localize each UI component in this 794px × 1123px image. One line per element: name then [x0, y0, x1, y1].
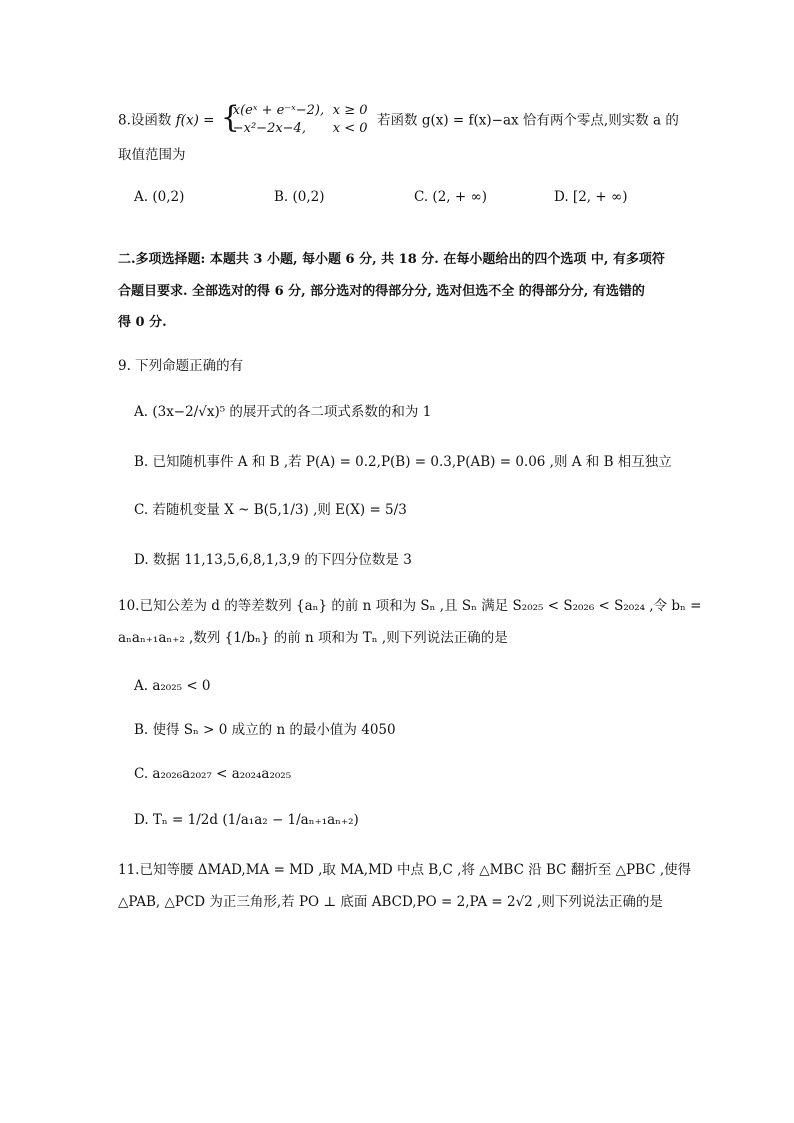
q8-piecewise — [220, 100, 371, 138]
q9-option-b: B. 已知随机事件 A 和 B ,若 P(A) = 0.2,P(B) = 0.3,P(AB) = 0.06 ,则 A 和 B 相互独立 — [134, 454, 672, 470]
left-brace-icon: { — [220, 100, 240, 135]
q8-line2: 取值范围为 — [118, 147, 186, 163]
q10-option-c: C. a₂₀₂₆a₂₀₂₇ < a₂₀₂₄a₂₀₂₅ — [134, 766, 292, 782]
question-8-line1 — [118, 100, 679, 138]
q8-option-c: C. (2, + ∞) — [414, 189, 487, 205]
q10-line2: aₙaₙ₊₁aₙ₊₂ ,数列 {1/bₙ} 的前 n 项和为 Tₙ ,则下列说法正确的是 — [118, 630, 508, 646]
q8-piece2: −x²−2x−4, — [232, 121, 306, 136]
q10-option-d: D. Tₙ = 1/2d (1/a₁a₂ − 1/aₙ₊₁aₙ₊₂) — [134, 812, 359, 828]
section2-line3: 得 0 分. — [118, 315, 167, 330]
q11-line2: △PAB, △PCD 为正三角形,若 PO ⊥ 底面 ABCD,PO = 2,PA = 2√2 ,则下列说法正确的是 — [118, 894, 663, 910]
q8-option-b: B. (0,2) — [274, 189, 325, 205]
q8-suffix: 若函数 g(x) = f(x)−ax 恰有两个零点,则实数 a 的 — [377, 112, 679, 129]
q10-option-b: B. 使得 Sₙ > 0 成立的 n 的最小值为 4050 — [134, 722, 396, 738]
q8-cond2: x < 0 — [332, 121, 368, 136]
section2-line2: 合题目要求. 全部选对的得 6 分, 部分选对的得部分分, 选对但选不全 的得部分分, 有选错的 — [118, 284, 645, 299]
q8-prefix: 8.设函数 — [118, 112, 172, 129]
section2-line1: 二.多项选择题: 本题共 3 小题, 每小题 6 分, 共 18 分. 在每小题给出的四个选项 中, 有多项符 — [118, 252, 665, 267]
q8-option-d: D. [2, + ∞) — [554, 189, 628, 205]
q10-line1: 10.已知公差为 d 的等差数列 {aₙ} 的前 n 项和为 Sₙ ,且 Sₙ 满足 S₂₀₂₅ < S₂₀₂₆ < S₂₀₂₄ ,令 bₙ = — [118, 598, 702, 614]
q8-cond1: x ≥ 0 — [332, 103, 368, 118]
q9-option-d: D. 数据 11,13,5,6,8,1,3,9 的下四分位数是 3 — [134, 552, 412, 568]
q10-option-a: A. a₂₀₂₅ < 0 — [134, 678, 211, 694]
q8-piece1: x(eˣ + e⁻ˣ−2), — [232, 103, 325, 118]
q9-option-a: A. (3x−2/√x)⁵ 的展开式的各二项式系数的和为 1 — [134, 404, 432, 420]
q8-option-a: A. (0,2) — [134, 189, 185, 205]
q9-stem: 9. 下列命题正确的有 — [118, 358, 244, 374]
q8-f-lhs: f(x) = — [175, 112, 215, 129]
q9-option-c: C. 若随机变量 X ~ B(5,1/3) ,则 E(X) = 5/3 — [134, 502, 407, 518]
q11-line1: 11.已知等腰 ΔMAD,MA = MD ,取 MA,MD 中点 B,C ,将 △MBC 沿 BC 翻折至 △PBC ,使得 — [118, 862, 692, 878]
